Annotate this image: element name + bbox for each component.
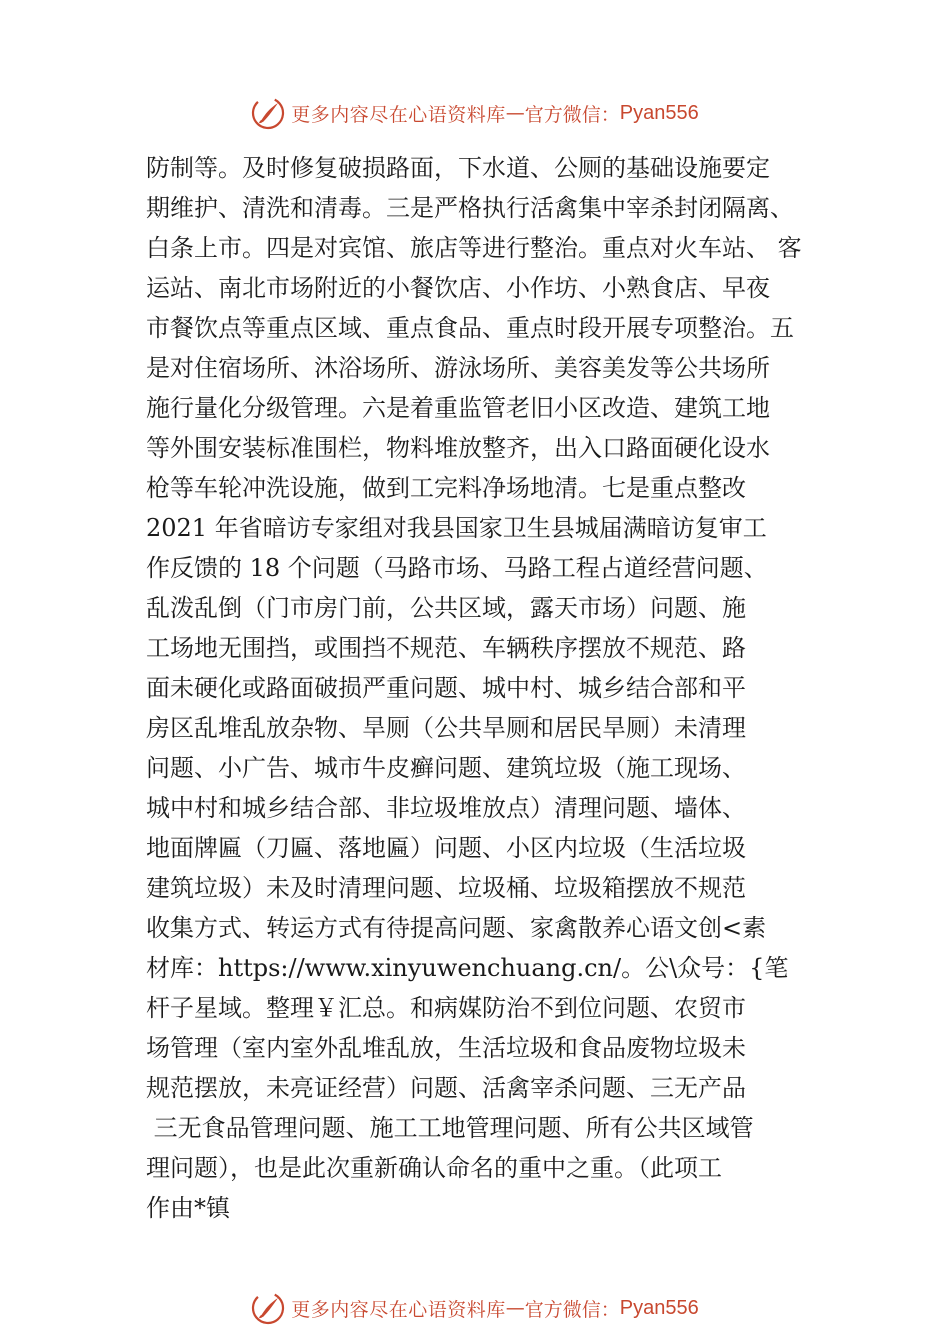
banner-separator: — <box>505 102 525 124</box>
text-line: 工场地无围挡，或围挡不规范、车辆秩序摆放不规范、路 <box>146 634 746 662</box>
footer-banner <box>0 1288 950 1328</box>
banner-wechat-id: Pyan556 <box>619 1296 699 1319</box>
text-line: 房区乱堆乱放杂物、旱厕（公共旱厕和居民旱厕）未清理 <box>146 714 746 742</box>
text-line: 乱泼乱倒（门市房门前，公共区域，露天市场）问题、施 <box>146 594 746 622</box>
text-line: 三无食品管理问题、施工工地管理问题、所有公共区域管 <box>146 1114 754 1142</box>
text-line: 地面牌匾（刀匾、落地匾）问题、小区内垃圾（生活垃圾 <box>146 834 746 862</box>
text-line: 作由*镇 <box>146 1194 230 1222</box>
document-body <box>146 148 816 1228</box>
text-line: 运站、南北市场附近的小餐饮店、小作坊、小熟食店、早夜 <box>146 274 770 302</box>
text-line: 枪等车轮冲洗设施，做到工完料净场地清。七是重点整改 <box>146 474 746 502</box>
text-line: 施行量化分级管理。六是着重监管老旧小区改造、建筑工地 <box>146 394 770 422</box>
text-line: 收集方式、转运方式有待提高问题、家禽散养心语文创<素 <box>146 914 767 942</box>
header-banner <box>0 93 950 133</box>
banner-title: 更多内容尽在心语资料库 <box>291 1298 506 1321</box>
text-line: 面未硬化或路面破损严重问题、城中村、城乡结合部和平 <box>146 674 746 702</box>
text-line: 是对住宿场所、沐浴场所、游泳场所、美容美发等公共场所 <box>146 354 770 382</box>
banner-wechat-id: Pyan556 <box>619 101 699 124</box>
text-line: 场管理（室内室外乱堆乱放，生活垃圾和食品废物垃圾未 <box>146 1034 746 1062</box>
text-line: 规范摆放，未亮证经营）问题、活禽宰杀问题、三无产品 <box>146 1074 746 1102</box>
text-line: 作反馈的 18 个问题（马路市场、马路工程占道经营问题、 <box>146 554 768 582</box>
text-line: 问题、小广告、城市牛皮癣问题、建筑垃圾（施工现场、 <box>146 754 746 782</box>
text-line: 市餐饮点等重点区域、重点食品、重点时段开展专项整治。五 <box>146 314 794 342</box>
banner-separator: — <box>505 1297 525 1319</box>
banner-wechat-label: 官方微信： <box>524 1298 620 1321</box>
banner-wechat-label: 官方微信： <box>524 103 620 126</box>
text-line: 理问题），也是此次重新确认命名的重中之重。（此项工 <box>146 1154 722 1182</box>
text-line: 杆子星域。整理￥汇总。和病媒防治不到位问题、农贸市 <box>146 994 746 1022</box>
brush-logo-icon <box>251 96 285 130</box>
text-line: 2021 年省暗访专家组对我县国家卫生县城届满暗访复审工 <box>146 514 767 542</box>
banner-title: 更多内容尽在心语资料库 <box>291 103 506 126</box>
text-line: 建筑垃圾）未及时清理问题、垃圾桶、垃圾箱摆放不规范 <box>146 874 746 902</box>
brush-logo-icon <box>251 1291 285 1325</box>
text-line: 防制等。及时修复破损路面，下水道、公厕的基础设施要定 <box>146 154 770 182</box>
text-line: 等外围安装标准围栏，物料堆放整齐，出入口路面硬化设水 <box>146 434 770 462</box>
text-line: 期维护、清洗和清毒。三是严格执行活禽集中宰杀封闭隔离、 <box>146 194 794 222</box>
text-line: 白条上市。四是对宾馆、旅店等进行整治。重点对火车站、 客 <box>146 234 802 262</box>
text-line: 材库：https://www.xinyuwenchuang.cn/。公\众号：{笔 <box>146 954 789 982</box>
text-line: 城中村和城乡结合部、非垃圾堆放点）清理问题、墙体、 <box>146 794 746 822</box>
